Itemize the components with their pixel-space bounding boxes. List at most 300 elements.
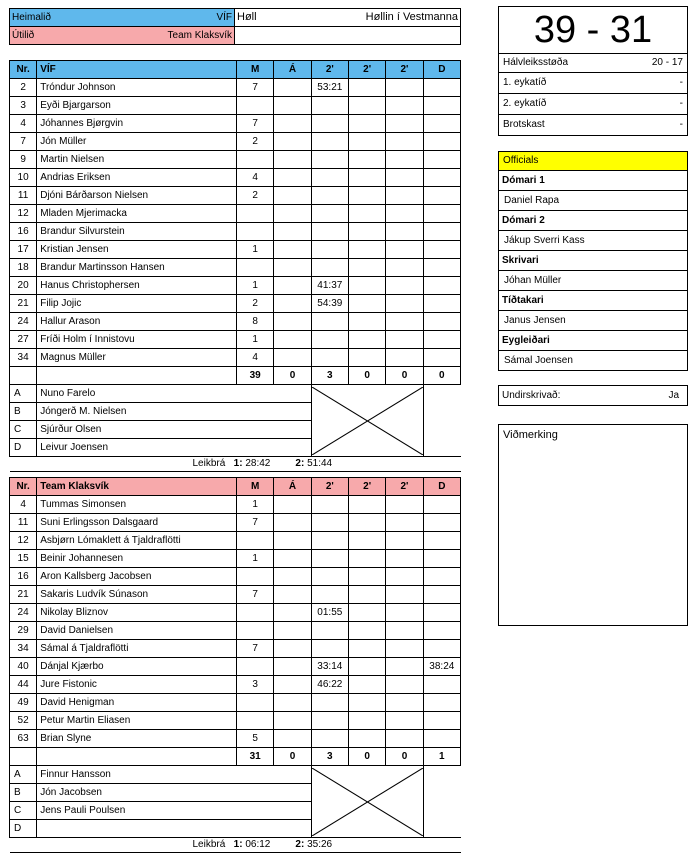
player-s2 xyxy=(348,151,385,169)
player-a xyxy=(274,187,311,205)
player-s3 xyxy=(386,586,423,604)
player-a xyxy=(274,568,311,586)
player-s2 xyxy=(348,676,385,694)
player-m: 8 xyxy=(237,313,274,331)
player-number: 21 xyxy=(10,295,37,313)
player-s2 xyxy=(348,496,385,514)
player-a xyxy=(274,349,311,367)
player-name: Jón Müller xyxy=(37,133,237,151)
player-s3 xyxy=(386,205,423,223)
official-role: Skrivari xyxy=(499,251,687,271)
hall-value: Høllin í Vestmanna xyxy=(365,11,458,23)
player-number: 11 xyxy=(10,514,37,532)
col-d: D xyxy=(423,478,460,496)
player-s3 xyxy=(386,622,423,640)
official-code: A xyxy=(10,385,37,403)
timeout-label: Leikbrá xyxy=(192,458,226,469)
player-number: 20 xyxy=(10,277,37,295)
player-s2 xyxy=(348,205,385,223)
total-m: 31 xyxy=(237,748,274,766)
player-row xyxy=(10,79,461,97)
player-name: Jóhannes Bjørgvin xyxy=(37,115,237,133)
player-s1: 53:21 xyxy=(311,79,348,97)
player-s3 xyxy=(386,169,423,187)
player-m xyxy=(237,568,274,586)
player-d xyxy=(423,187,460,205)
official-role: Tíðtakari xyxy=(499,291,687,311)
player-name: Fríði Holm í Innistovu xyxy=(37,331,237,349)
totals-blank xyxy=(37,367,237,385)
player-row xyxy=(10,622,461,640)
col-d: D xyxy=(423,61,460,79)
player-s1 xyxy=(311,532,348,550)
player-a xyxy=(274,532,311,550)
player-d xyxy=(423,349,460,367)
col-2min-1: 2' xyxy=(311,478,348,496)
player-number: 7 xyxy=(10,133,37,151)
col-2min-3: 2' xyxy=(386,478,423,496)
total-a: 0 xyxy=(274,367,311,385)
player-row xyxy=(10,496,461,514)
player-m xyxy=(237,97,274,115)
away-team-table xyxy=(9,477,461,853)
player-a xyxy=(274,277,311,295)
col-2min-2: 2' xyxy=(348,61,385,79)
timeout-cell xyxy=(10,457,461,472)
official-blank xyxy=(423,385,460,457)
player-m: 4 xyxy=(237,169,274,187)
total-m: 39 xyxy=(237,367,274,385)
player-s2 xyxy=(348,115,385,133)
player-d xyxy=(423,622,460,640)
signature-box xyxy=(498,385,688,406)
col-nr: Nr. xyxy=(10,478,37,496)
official-name: Leivur Joensen xyxy=(37,439,311,457)
player-s2 xyxy=(348,241,385,259)
player-row xyxy=(10,730,461,748)
player-name: Mladen Mjerimacka xyxy=(37,205,237,223)
extratime2-label: 2. eykatíð xyxy=(503,98,547,109)
player-m xyxy=(237,205,274,223)
totals-row xyxy=(10,367,461,385)
player-d xyxy=(423,586,460,604)
player-m xyxy=(237,223,274,241)
player-s1 xyxy=(311,223,348,241)
player-number: 52 xyxy=(10,712,37,730)
player-d xyxy=(423,241,460,259)
extratime1-value: - xyxy=(679,77,683,88)
player-row xyxy=(10,295,461,313)
player-d xyxy=(423,277,460,295)
col-2min-2: 2' xyxy=(348,478,385,496)
player-a xyxy=(274,730,311,748)
timeout2-value: 51:44 xyxy=(307,458,333,469)
home-players xyxy=(10,79,461,472)
player-m xyxy=(237,622,274,640)
player-a xyxy=(274,97,311,115)
player-name: Suni Erlingsson Dalsgaard xyxy=(37,514,237,532)
player-s2 xyxy=(348,331,385,349)
player-d xyxy=(423,514,460,532)
player-row xyxy=(10,151,461,169)
player-s3 xyxy=(386,277,423,295)
player-s3 xyxy=(386,532,423,550)
timeout-row xyxy=(10,838,461,853)
player-d xyxy=(423,313,460,331)
total-s1: 3 xyxy=(311,367,348,385)
official-person: Jóhan Müller xyxy=(499,271,687,291)
player-s1: 46:22 xyxy=(311,676,348,694)
player-number: 27 xyxy=(10,331,37,349)
player-d xyxy=(423,532,460,550)
player-number: 12 xyxy=(10,532,37,550)
player-m: 1 xyxy=(237,331,274,349)
player-s1 xyxy=(311,622,348,640)
official-blank xyxy=(423,766,460,838)
player-a xyxy=(274,496,311,514)
match-header xyxy=(9,8,461,45)
player-a xyxy=(274,331,311,349)
player-s1: 01:55 xyxy=(311,604,348,622)
player-row xyxy=(10,604,461,622)
player-m: 1 xyxy=(237,496,274,514)
col-m: M xyxy=(237,478,274,496)
official-person: Daniel Rapa xyxy=(499,191,687,211)
player-s3 xyxy=(386,568,423,586)
player-m: 7 xyxy=(237,115,274,133)
player-name: Eyði Bjargarson xyxy=(37,97,237,115)
player-s3 xyxy=(386,313,423,331)
team-official-row xyxy=(10,766,461,784)
away-team-cell xyxy=(10,27,235,45)
player-number: 4 xyxy=(10,496,37,514)
player-row xyxy=(10,568,461,586)
player-number: 44 xyxy=(10,676,37,694)
player-name: Tróndur Johnson xyxy=(37,79,237,97)
player-s1 xyxy=(311,151,348,169)
player-row xyxy=(10,586,461,604)
player-s1 xyxy=(311,568,348,586)
official-cross-cell xyxy=(311,385,423,457)
player-d xyxy=(423,604,460,622)
official-code: C xyxy=(10,421,37,439)
hall-label: Høll xyxy=(237,11,257,23)
player-m: 1 xyxy=(237,277,274,295)
player-s2 xyxy=(348,97,385,115)
remarks-label: Viðmerking xyxy=(503,429,558,441)
player-name: Brian Slyne xyxy=(37,730,237,748)
final-score: 39 - 31 xyxy=(499,7,687,54)
player-s1: 33:14 xyxy=(311,658,348,676)
player-m: 2 xyxy=(237,133,274,151)
player-s2 xyxy=(348,712,385,730)
timeout2-value: 35:26 xyxy=(307,839,333,850)
totals-row xyxy=(10,748,461,766)
player-a xyxy=(274,79,311,97)
player-row xyxy=(10,277,461,295)
player-name: Tummas Simonsen xyxy=(37,496,237,514)
col-2min-1: 2' xyxy=(311,61,348,79)
timeout-row xyxy=(10,457,461,472)
official-cross-cell xyxy=(311,766,423,838)
player-row xyxy=(10,349,461,367)
player-s2 xyxy=(348,640,385,658)
official-name: Jóngerð M. Nielsen xyxy=(37,403,311,421)
player-a xyxy=(274,115,311,133)
official-name: Sjúrður Olsen xyxy=(37,421,311,439)
penalties-row xyxy=(499,115,687,135)
halftime-row xyxy=(499,54,687,73)
player-row xyxy=(10,97,461,115)
player-a xyxy=(274,241,311,259)
player-name: Djóni Bárðarson Nielsen xyxy=(37,187,237,205)
player-s3 xyxy=(386,133,423,151)
player-name: Dánjal Kjærbo xyxy=(37,658,237,676)
player-name: Sámal á Tjaldraflötti xyxy=(37,640,237,658)
timeout1-label: 1: xyxy=(233,458,243,469)
player-row xyxy=(10,187,461,205)
player-a xyxy=(274,604,311,622)
official-name: Finnur Hansson xyxy=(37,766,311,784)
player-row xyxy=(10,658,461,676)
player-d xyxy=(423,79,460,97)
player-d xyxy=(423,223,460,241)
away-team-name: Team Klaksvík xyxy=(167,30,232,41)
player-s1 xyxy=(311,694,348,712)
player-s2 xyxy=(348,622,385,640)
total-d: 1 xyxy=(423,748,460,766)
official-name: Nuno Farelo xyxy=(37,385,311,403)
total-a: 0 xyxy=(274,748,311,766)
player-s2 xyxy=(348,277,385,295)
player-m: 2 xyxy=(237,295,274,313)
col-a: Á xyxy=(274,478,311,496)
player-m: 7 xyxy=(237,586,274,604)
player-s2 xyxy=(348,568,385,586)
player-name: Martin Nielsen xyxy=(37,151,237,169)
player-row xyxy=(10,532,461,550)
player-a xyxy=(274,676,311,694)
player-name: Andrias Eriksen xyxy=(37,169,237,187)
player-name: Beinir Johannesen xyxy=(37,550,237,568)
player-row xyxy=(10,115,461,133)
player-s2 xyxy=(348,169,385,187)
official-role: Dómari 2 xyxy=(499,211,687,231)
officials-title: Officials xyxy=(499,152,687,171)
cross-mark-icon xyxy=(312,768,423,836)
official-person: Jákup Sverri Kass xyxy=(499,231,687,251)
player-s2 xyxy=(348,532,385,550)
away-table-header xyxy=(10,478,461,496)
player-d xyxy=(423,331,460,349)
player-row xyxy=(10,241,461,259)
player-name: Jure Fistonic xyxy=(37,676,237,694)
player-number: 24 xyxy=(10,604,37,622)
col-2min-3: 2' xyxy=(386,61,423,79)
player-s2 xyxy=(348,730,385,748)
header-empty-cell xyxy=(235,27,461,45)
player-s3 xyxy=(386,514,423,532)
player-a xyxy=(274,640,311,658)
player-s1 xyxy=(311,349,348,367)
penalties-value: - xyxy=(679,119,683,130)
player-number: 11 xyxy=(10,187,37,205)
home-team-name: VÍF xyxy=(216,12,232,23)
col-nr: Nr. xyxy=(10,61,37,79)
player-s3 xyxy=(386,730,423,748)
player-s1 xyxy=(311,259,348,277)
player-s1 xyxy=(311,205,348,223)
official-code: D xyxy=(10,439,37,457)
official-person: Janus Jensen xyxy=(499,311,687,331)
player-s3 xyxy=(386,676,423,694)
player-s1 xyxy=(311,313,348,331)
player-s2 xyxy=(348,133,385,151)
player-s2 xyxy=(348,295,385,313)
officials-panel xyxy=(498,151,688,371)
official-name: Jón Jacobsen xyxy=(37,784,311,802)
timeout-cell xyxy=(10,838,461,853)
player-name: Brandur Silvurstein xyxy=(37,223,237,241)
player-row xyxy=(10,223,461,241)
player-number: 34 xyxy=(10,349,37,367)
team-official-row xyxy=(10,385,461,403)
total-s3: 0 xyxy=(386,748,423,766)
player-row xyxy=(10,133,461,151)
player-number: 15 xyxy=(10,550,37,568)
player-m: 5 xyxy=(237,730,274,748)
player-row xyxy=(10,712,461,730)
total-d: 0 xyxy=(423,367,460,385)
player-number: 2 xyxy=(10,79,37,97)
player-s1 xyxy=(311,496,348,514)
player-number: 34 xyxy=(10,640,37,658)
player-a xyxy=(274,205,311,223)
player-number: 17 xyxy=(10,241,37,259)
player-a xyxy=(274,694,311,712)
player-s2 xyxy=(348,586,385,604)
totals-blank xyxy=(10,367,37,385)
player-number: 9 xyxy=(10,151,37,169)
player-d: 38:24 xyxy=(423,658,460,676)
player-s2 xyxy=(348,313,385,331)
col-m: M xyxy=(237,61,274,79)
player-name: Brandur Martinsson Hansen xyxy=(37,259,237,277)
player-name: Asbjørn Lómaklett á Tjaldraflötti xyxy=(37,532,237,550)
player-d xyxy=(423,712,460,730)
total-s3: 0 xyxy=(386,367,423,385)
player-m: 3 xyxy=(237,676,274,694)
player-row xyxy=(10,676,461,694)
player-number: 24 xyxy=(10,313,37,331)
home-team-cell xyxy=(10,9,235,27)
player-row xyxy=(10,514,461,532)
player-m xyxy=(237,658,274,676)
halftime-value: 20 - 17 xyxy=(651,57,683,68)
player-row xyxy=(10,694,461,712)
player-number: 18 xyxy=(10,259,37,277)
player-number: 40 xyxy=(10,658,37,676)
player-name: David Henigman xyxy=(37,694,237,712)
away-players xyxy=(10,496,461,853)
player-m: 1 xyxy=(237,241,274,259)
player-s2 xyxy=(348,604,385,622)
player-s1 xyxy=(311,514,348,532)
cross-mark-icon xyxy=(312,387,423,455)
col-team-name: Team Klaksvík xyxy=(37,478,237,496)
player-row xyxy=(10,640,461,658)
hall-cell xyxy=(235,9,461,27)
player-name: Sakaris Ludvík Súnason xyxy=(37,586,237,604)
player-s1 xyxy=(311,133,348,151)
player-d xyxy=(423,730,460,748)
extratime1-label: 1. eykatíð xyxy=(503,77,547,88)
player-d xyxy=(423,169,460,187)
player-number: 63 xyxy=(10,730,37,748)
player-s1 xyxy=(311,331,348,349)
home-team-table xyxy=(9,60,461,472)
official-name xyxy=(37,820,311,838)
player-s3 xyxy=(386,550,423,568)
player-name: David Danielsen xyxy=(37,622,237,640)
player-s3 xyxy=(386,604,423,622)
extratime1-row xyxy=(499,73,687,94)
player-s1: 54:39 xyxy=(311,295,348,313)
official-code: B xyxy=(10,403,37,421)
player-d xyxy=(423,496,460,514)
player-d xyxy=(423,676,460,694)
total-s1: 3 xyxy=(311,748,348,766)
total-s2: 0 xyxy=(348,367,385,385)
player-s2 xyxy=(348,259,385,277)
player-a xyxy=(274,514,311,532)
player-s1: 41:37 xyxy=(311,277,348,295)
player-d xyxy=(423,550,460,568)
player-row xyxy=(10,313,461,331)
player-m: 2 xyxy=(237,187,274,205)
player-s2 xyxy=(348,514,385,532)
totals-blank xyxy=(10,748,37,766)
player-a xyxy=(274,622,311,640)
player-a xyxy=(274,169,311,187)
player-s3 xyxy=(386,331,423,349)
player-m xyxy=(237,604,274,622)
player-s2 xyxy=(348,79,385,97)
player-s3 xyxy=(386,295,423,313)
player-s3 xyxy=(386,97,423,115)
player-s1 xyxy=(311,712,348,730)
player-a xyxy=(274,295,311,313)
player-m: 7 xyxy=(237,79,274,97)
timeout1-label: 1: xyxy=(233,839,243,850)
player-name: Magnus Müller xyxy=(37,349,237,367)
player-s3 xyxy=(386,151,423,169)
official-person: Sámal Joensen xyxy=(504,355,573,366)
player-s2 xyxy=(348,694,385,712)
halftime-label: Hálvleiksstøða xyxy=(503,57,569,68)
total-s2: 0 xyxy=(348,748,385,766)
extratime2-value: - xyxy=(679,98,683,109)
player-s1 xyxy=(311,187,348,205)
extratime2-row xyxy=(499,94,687,115)
player-number: 3 xyxy=(10,97,37,115)
player-s2 xyxy=(348,658,385,676)
player-number: 21 xyxy=(10,586,37,604)
player-row xyxy=(10,259,461,277)
timeout1-value: 06:12 xyxy=(245,839,271,850)
player-d xyxy=(423,259,460,277)
player-s3 xyxy=(386,640,423,658)
